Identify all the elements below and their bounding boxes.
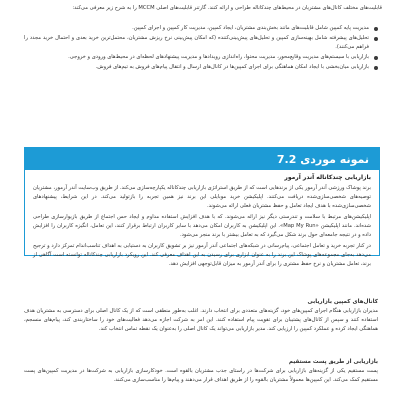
- list-item: مدیریت پایه کمپین شامل قابلیت‌های مانند بخش‌بندی مشتریان، ایجاد کمپین، مدیریت کار کمپین و اجرای کمپین.: [24, 24, 378, 33]
- section-direct-mail: [24, 358, 378, 385]
- list-item: بازاریابی میان‌بخشی با ایجاد امکان هماهنگی برای اجرای کمپین‌ها در کانال‌های ارسال و انتقال پیام‌های فروش به تیم‌های فروش.: [24, 63, 378, 72]
- section-heading: کانال‌های کمپین بازاریابی: [307, 299, 378, 305]
- section-channels: [24, 298, 378, 334]
- bullet-icon: [374, 37, 378, 41]
- case-study-box: [24, 147, 380, 267]
- case-study-paragraph: اپلیکیشن‌های مرتبط با سلامت و تندرستی دیگر نیز ارائه می‌شوند. که با هدف افزایش استفاده مداوم و ایجاد حس اجتماع از طریق بازیوارسازی طراحی شده‌اند. مانند اپلیکیشن «Map My Run». این اپلیکیشن به کاربران امکان می‌دهد با سایر کاربران ارتباط برقرار کنند، این تعامل، انگیزه کاربران را افزایش داده و در نتیجه جامعه‌ای حول برند شکل می‌گیرد که به تعامل بیشتر با برند منجر می‌شود.: [33, 214, 371, 238]
- section-heading: بازاریابی از طریق پست مستقیم: [288, 359, 378, 365]
- section-paragraph: پست مستقیم یکی از گزینه‌های بازاریابی برای شرکت‌ها در راستای جذب مشتریان بالقوه است. خودکارسازی بازاریابی به شرکت‌ها در مدیریت کمپین‌های پست مستقیم کمک می‌کند. این کمپین‌ها معمولاً مشتریان بالقوه را از طریق اهداف قرار می‌دهند و پیام‌ها را مناسب‌سازی می‌کنند.: [24, 368, 378, 383]
- list-item: بازاریابی با سیستم‌های مدیریت وقایع‌محور، مدیریت محتوا، راه‌اندازی رویدادها و مدیریت پیشنهادهای لحظه‌ای در محیط‌های ورودی و خروجی.: [24, 53, 378, 62]
- bullet-icon: [374, 27, 378, 31]
- capabilities-list: [24, 24, 378, 73]
- bullet-icon: [374, 66, 378, 70]
- case-study-title: بازاریابی چندکاناله آندر آرمور: [284, 174, 371, 181]
- list-item: تحلیل‌های پیشرفته شامل بهینه‌سازی کمپین و تحلیل‌های پیش‌بینی‌کننده (که امکان پیش‌بینی نرخ ریزش مشتریان، محتمل‌ترین خرید بعدی و احتمال خرید مجدد را فراهم می‌کنند).: [24, 34, 378, 52]
- case-study-header: نمونه موردی 7.2: [25, 148, 379, 170]
- case-study-paragraph: برند پوشاک ورزشی آندر آرمور یکی از برندهایی است که از طریق استراتژی بازاریابی چندکاناله یکپارچه‌سازی می‌کند. از طریق وب‌سایت آندر آرمور، مشتریان توصیه‌های شخصی‌سازی‌شده دریافت می‌کنند. اپلیکیشن خرید موبایلی این برند نیز همین تجربه را بازتولید می‌کند. در این شرایط، پیشنهادهای شخصی‌سازی‌شده با هدف ایجاد تعامل و حفظ مشتریان فعلی ارائه می‌شوند.: [33, 185, 371, 209]
- case-study-body: [25, 170, 379, 269]
- bullet-icon: [374, 56, 378, 60]
- intro-paragraph: قابلیت‌های مختلف کانال‌های مشتریان در محیط‌های چندکاناله طراحی و ارائه کنند. گارتنر قابلیت‌های اصلی MCCM را به شرح زیر معرفی می‌کند:: [72, 5, 382, 11]
- case-study-paragraph: در کنار تجربه خرید و تعامل اجتماعی، پیام‌رسانی در شبکه‌های اجتماعی آندر آرمور نیز بر تشویق کاربران به دستیابی به اهداف تناسب‌اندام تمرکز دارد و ترجیح می‌دهد به‌جای مجموعه‌های پوشاک این برند را به عنوان ابزاری برای رسیدن به این اهداف معرفی کند. این رویکرد بازاریابی چندکاناله توانسته است آگاهی از برند، تعامل مشتریان و نرخ حفظ مشتری را برای آندر آرمور به میزان قابل‌توجهی افزایش دهد.: [33, 243, 371, 267]
- section-paragraph: مدیران بازاریابی هنگام اجرای کمپین‌های خود، گزینه‌های متعددی برای انتخاب دارند. اغلب به‌طور منطقی است که از یک کانال اصلی برای دسترسی به مشتریان هدف استفاده کنند و سپس از کانال‌های پشتیبان برای تقویت پیام استفاده کنند. این امر به شرکت اجازه می‌دهد فعالیت‌های خود را ساختاربندی کند، پیام‌های منسجم، هماهنگی ایجاد کرده و عملکرد کمپین را ارزیابی کند. مدیر بازاریابی می‌تواند یک کانال اصلی را به‌عنوان یک نقطه تماس انتخاب کند.: [24, 308, 378, 332]
